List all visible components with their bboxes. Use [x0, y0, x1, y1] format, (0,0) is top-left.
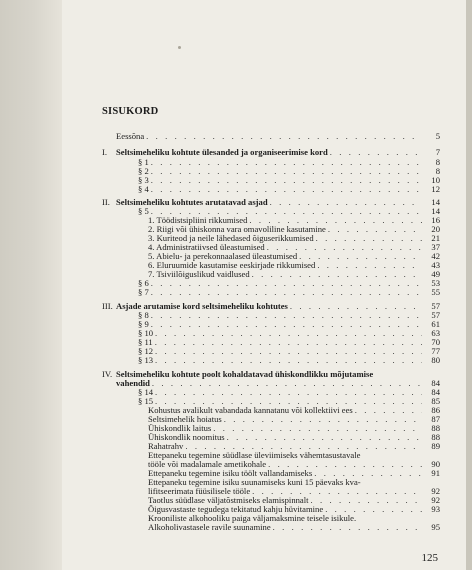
toc-entry	[102, 287, 440, 297]
toc-entry-page: 10	[431, 175, 440, 185]
dot-leader	[330, 147, 422, 157]
toc-entry-page: 42	[431, 251, 440, 261]
toc-entry-page: 84	[431, 378, 440, 388]
toc-entry-page: 8	[435, 166, 440, 176]
toc-entry-title: Eessõna	[116, 131, 145, 141]
page-edge	[466, 0, 472, 570]
chapter-number: II.	[102, 197, 110, 207]
toc-entry-title: Ühiskondlik laitus	[148, 423, 212, 433]
toc-entry-title: Alkoholivastasele ravile suunamine	[148, 522, 271, 532]
toc-entry-title: § 10	[138, 328, 154, 338]
toc-entry-page: 16	[431, 215, 440, 225]
toc-entry	[102, 147, 440, 157]
toc-entry-title: Krooniliste alkohooliku paiga väljamaksmine teisele isikule.	[148, 513, 357, 523]
toc-entry-title: § 15	[138, 396, 154, 406]
toc-entry-title: 1. Töödistsipliini rikkumised	[148, 215, 248, 225]
toc-entry-title: tööle või madalamale ametikohale	[148, 459, 267, 469]
toc-entry-page: 43	[431, 260, 440, 270]
toc-entry-page: 92	[431, 486, 440, 496]
toc-entry-page: 84	[431, 387, 440, 397]
toc-entry-page: 90	[431, 459, 440, 469]
toc-entry-page: 57	[431, 310, 440, 320]
toc-entry-title: Rahatrahv	[148, 441, 184, 451]
toc-entry-title: 6. Eluruumide kasutamise eeskirjade rikkumised	[148, 260, 316, 270]
toc-entry-title: Ühiskondlik noomitus	[148, 432, 225, 442]
toc-entry-page: 88	[431, 432, 440, 442]
dot-leader	[151, 184, 422, 194]
toc-entry-title: § 12	[138, 346, 154, 356]
toc-entry-page: 87	[431, 414, 440, 424]
chapter-number: IV.	[102, 369, 113, 379]
toc-entry-title: lifitseerimata füüsilisele tööle	[148, 486, 251, 496]
toc-entry-title: 5. Abielu- ja perekonnaalased üleastumised	[148, 251, 298, 261]
dot-leader	[151, 287, 422, 297]
toc-entry-title: Taotlus süüdlase väljatõstmiseks elamispinnalt	[148, 495, 309, 505]
toc-entry-page: 91	[431, 468, 440, 478]
dot-leader	[273, 522, 422, 532]
toc-entry-title: Seltsimeheliku kohtute ülesanded ja organiseerimise kord	[116, 147, 328, 157]
toc-entry-title: § 2	[138, 166, 149, 176]
chapter-number: I.	[102, 147, 108, 157]
toc-entry	[102, 131, 440, 141]
toc-entry-title: 3. Kuriteod ja neile lähedased õiguserikkumised	[148, 233, 314, 243]
toc-entry-page: 95	[431, 522, 440, 532]
chapter-number: III.	[102, 301, 113, 311]
toc-entry-page: 89	[431, 441, 440, 451]
toc-entry-title: § 11	[138, 337, 153, 347]
dot-leader	[155, 355, 422, 365]
toc-entry-page: 53	[431, 278, 440, 288]
toc-entry-title: § 3	[138, 175, 149, 185]
toc-entry-page: 80	[431, 355, 440, 365]
book-gutter	[0, 0, 62, 570]
toc-entry-title: Seltsimehelik hoiatus	[148, 414, 222, 424]
toc-entry-title: Ettepaneku tegemine isiku töölt vallandamiseks	[148, 468, 313, 478]
toc-entry-title: § 4	[138, 184, 149, 194]
toc-entry	[102, 522, 440, 532]
toc-entry-title: 7. Tsiviilõiguslikud vaidlused	[148, 269, 250, 279]
toc-entry-title: Ettepaneku tegemine isiku suunamiseks kuni 15 päevaks kva-	[148, 477, 361, 487]
dot-leader	[146, 131, 422, 141]
toc-entry-title: § 5	[138, 206, 149, 216]
toc-entry-page: 55	[431, 287, 440, 297]
toc-entry-title: Seltsimeheliku kohtutes arutatavad asjad	[116, 197, 268, 207]
toc-entry-page: 21	[431, 233, 440, 243]
toc-entry-title: § 8	[138, 310, 149, 320]
toc-entry-page: 7	[435, 147, 440, 157]
toc-entry-page: 49	[431, 269, 440, 279]
toc-entry-page: 86	[431, 405, 440, 415]
toc-entry	[102, 355, 440, 365]
toc-entry-page: 37	[431, 242, 440, 252]
toc-entry-title: § 13	[138, 355, 154, 365]
toc-entry-page: 92	[431, 495, 440, 505]
toc-entry-page: 8	[435, 157, 440, 167]
toc-entry-page: 93	[431, 504, 440, 514]
toc-entry-title: vahendid	[116, 378, 150, 388]
toc-entry-title: Asjade arutamise kord seltsimeheliku kohtutes	[116, 301, 288, 311]
toc-entry-page: 85	[431, 396, 440, 406]
toc-entry-title: Ettepaneku tegemine süüdlase üleviimiseks vähemtasustavale	[148, 450, 361, 460]
toc-entry-page: 88	[431, 423, 440, 433]
toc-heading: SISUKORD	[102, 106, 159, 117]
toc-entry-page: 63	[431, 328, 440, 338]
toc-entry-title: 2. Riigi või ühiskonna vara omavoliline kasutamine	[148, 224, 326, 234]
toc-entry-page: 5	[435, 131, 440, 141]
toc-entry-title: § 7	[138, 287, 149, 297]
toc-entry	[102, 184, 440, 194]
toc-entry-title: § 14	[138, 387, 154, 397]
toc-entry-page: 61	[431, 319, 440, 329]
toc-entry-title: Õigusvastaste tegudega tekitatud kahju hüvitamine	[148, 504, 324, 514]
toc-entry-title: 4. Administratiivsed üleastumised	[148, 242, 265, 252]
toc-entry-page: 70	[431, 337, 440, 347]
toc-entry-page: 57	[431, 301, 440, 311]
page-number: 125	[421, 552, 438, 564]
toc-entry-page: 14	[431, 197, 440, 207]
paper-speck	[178, 46, 181, 49]
toc-entry-page: 77	[431, 346, 440, 356]
toc-entry-title: Kohustus avalikult vabandada kannatanu või kollektiivi ees	[148, 405, 353, 415]
toc-entry-page: 14	[431, 206, 440, 216]
toc-entry-title: § 1	[138, 157, 149, 167]
toc-entry-title: Seltsimeheliku kohtute poolt kohaldatavad ühiskondlikku mõjutamise	[116, 369, 374, 379]
toc-entry-title: § 6	[138, 278, 149, 288]
toc-entry-page: 12	[431, 184, 440, 194]
toc-entry-page: 20	[431, 224, 440, 234]
toc-entry-title: § 9	[138, 319, 149, 329]
